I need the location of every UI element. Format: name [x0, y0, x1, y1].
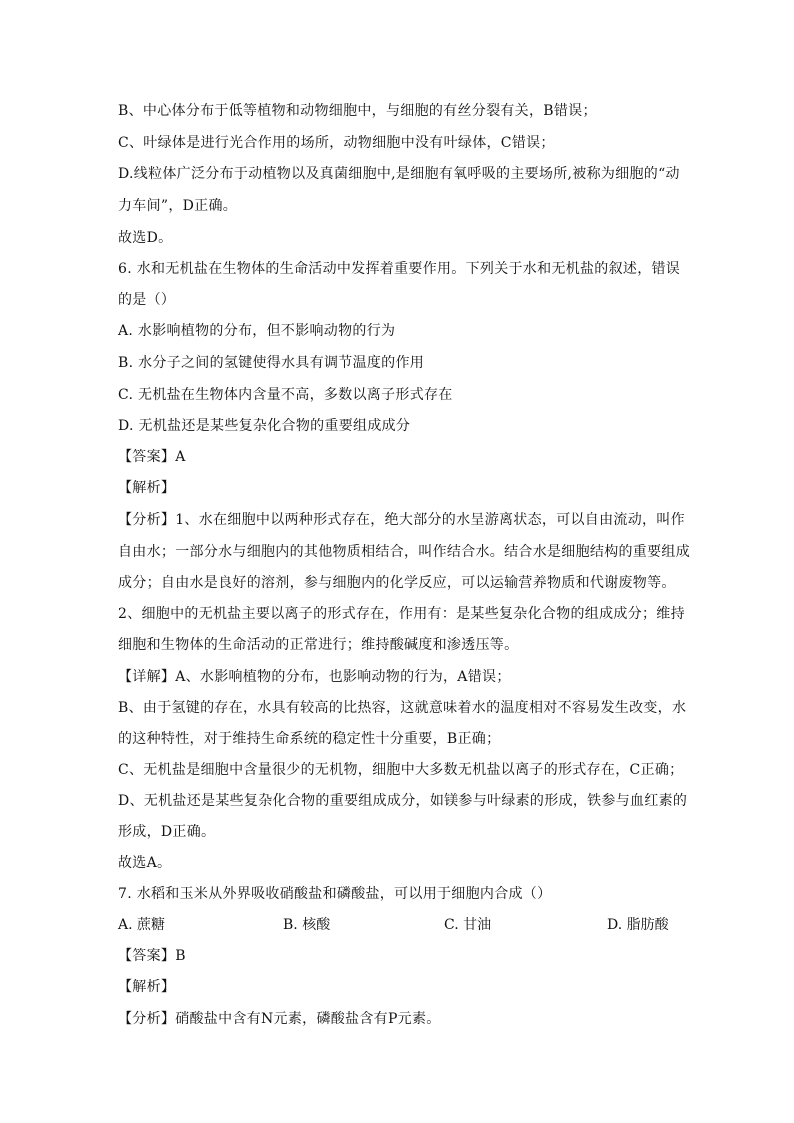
text-line: 形成，D正确。 [118, 824, 216, 840]
text-line: D.线粒体广泛分布于动植物以及真菌细胞中,是细胞有氧呼吸的主要场所,被称为细胞的“动 [118, 166, 680, 182]
question-6-option-c: C. 无机盐在生物体内含量不高，多数以离子形式存在 [118, 387, 453, 403]
question-7-option-c: C. 甘油 [444, 917, 492, 933]
text-line: C、无机盐是细胞中含量很少的无机物，细胞中大多数无机盐以离子的形式存在，C正确； [118, 762, 684, 778]
text-line: 故选D。 [118, 230, 173, 246]
answer-label: 【答案】A [118, 449, 186, 465]
text-line: B、由于氢键的存在，水具有较高的比热容，这就意味着水的温度相对不容易发生改变，水 [118, 700, 687, 716]
text-line: 【分析】1、水在细胞中以两种形式存在，绝大部分的水呈游离状态，可以自由流动，叫作 [118, 512, 685, 528]
question-6-option-b: B. 水分子之间的氢键使得水具有调节温度的作用 [118, 355, 425, 371]
text-line: 成分；自由水是良好的溶剂，参与细胞内的化学反应，可以运输营养物质和代谢废物等。 [118, 575, 676, 591]
analysis-label: 【解析】 [118, 979, 176, 995]
text-line: 力车间”，D正确。 [118, 198, 238, 214]
question-6-stem: 的是（） [118, 292, 176, 308]
question-7-option-a: A. 蔗糖 [118, 917, 166, 933]
text-line: 【分析】硝酸盐中含有N元素，磷酸盐含有P元素。 [118, 1011, 441, 1027]
text-line: B、中心体分布于低等植物和动物细胞中，与细胞的有丝分裂有关，B错误； [118, 103, 597, 119]
question-6-stem: 6. 水和无机盐在生物体的生命活动中发挥着重要作用。下列关于水和无机盐的叙述，错误 [118, 261, 681, 277]
text-line: D、无机盐还是某些复杂化合物的重要组成成分，如镁参与叶绿素的形成，铁参与血红素的 [118, 793, 688, 809]
question-7-option-b: B. 核酸 [283, 917, 331, 933]
text-line: 故选A。 [118, 855, 172, 871]
text-line: 2、细胞中的无机盐主要以离子的形式存在，作用有：是某些复杂化合物的组成成分；维持 [118, 606, 685, 622]
text-line: C、叶绿体是进行光合作用的场所，动物细胞中没有叶绿体，C错误； [118, 135, 555, 151]
text-line: 【详解】A、水影响植物的分布，也影响动物的行为，A错误； [118, 669, 511, 685]
text-line: 细胞和生物体的生命活动的正常进行；维持酸碱度和渗透压等。 [118, 637, 519, 653]
text-line: 的这种特性，对于维持生命系统的稳定性十分重要，B正确； [118, 731, 501, 747]
question-7-option-d: D. 脂肪酸 [607, 917, 669, 933]
question-6-option-a: A. 水影响植物的分布，但不影响动物的行为 [118, 323, 396, 339]
answer-label: 【答案】B [118, 948, 186, 964]
question-6-option-d: D. 无机盐还是某些复杂化合物的重要组成成分 [118, 418, 411, 434]
text-line: 自由水；一部分水与细胞内的其他物质相结合，叫作结合水。结合水是细胞结构的重要组成 [118, 544, 690, 560]
analysis-label: 【解析】 [118, 480, 176, 496]
question-7-stem: 7. 水稻和玉米从外界吸收硝酸盐和磷酸盐，可以用于细胞内合成（） [118, 886, 552, 902]
